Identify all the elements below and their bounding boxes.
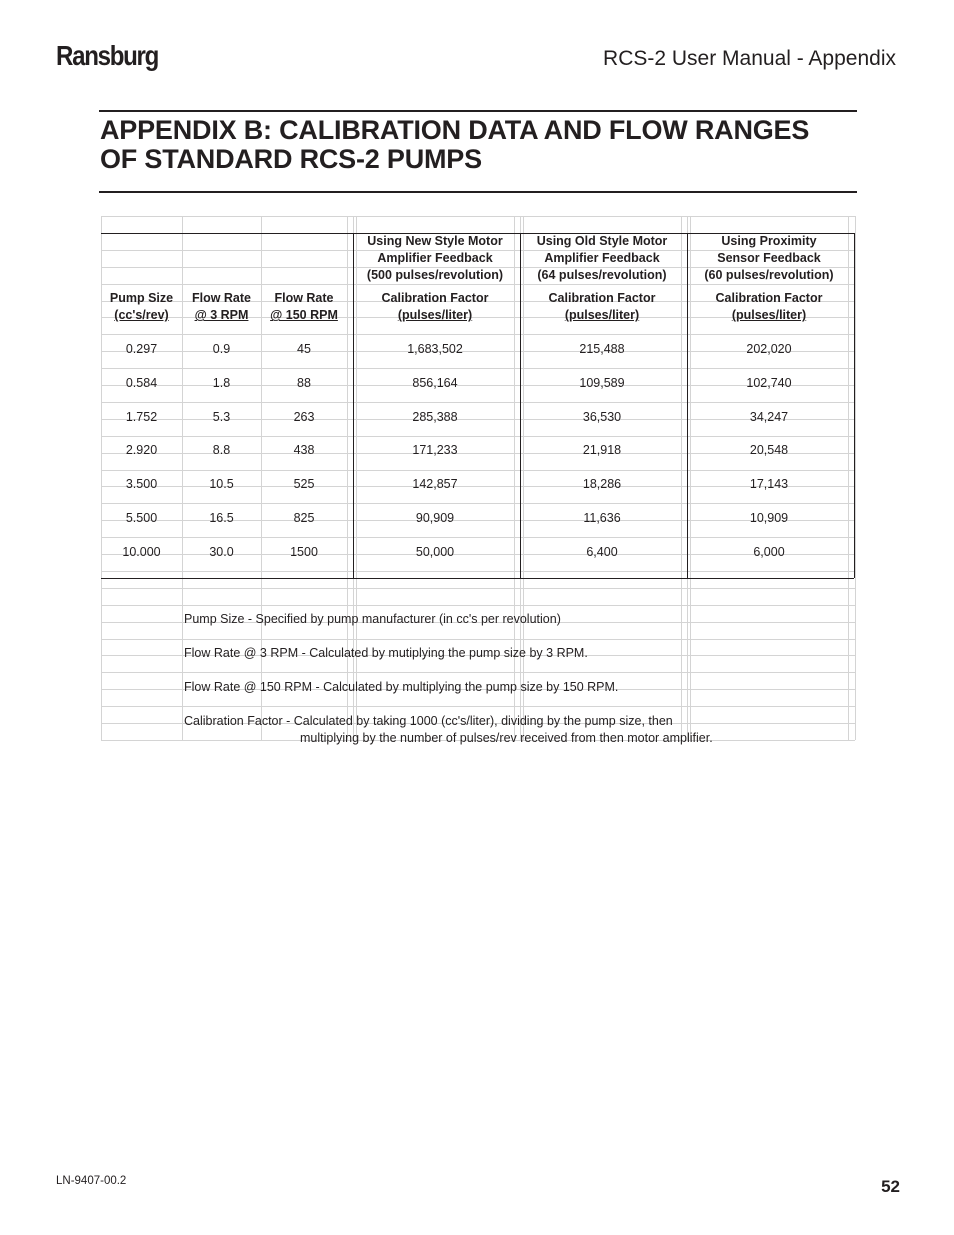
table-cell: 1,683,502 <box>407 342 463 357</box>
table-cell: 825 <box>293 511 315 526</box>
appendix-title-line1: APPENDIX B: CALIBRATION DATA AND FLOW RANGES <box>100 115 810 145</box>
group-header-line: Using Proximity <box>721 233 817 248</box>
footnote-text: multiplying by the number of pulses/rev received from then motor amplifier. <box>300 730 713 745</box>
column-header: Pump Size <box>109 291 174 306</box>
table-cell: 34,247 <box>749 409 789 424</box>
column-group-border <box>353 233 354 578</box>
table-cell: 45 <box>297 342 311 357</box>
footnote-text: Flow Rate @ 150 RPM - Calculated by multiplying the pump size by 150 RPM. <box>184 680 619 695</box>
column-header: Calibration Factor <box>548 291 656 306</box>
grid-row-line <box>101 639 855 640</box>
table-bottom-border <box>101 578 854 580</box>
column-header: Calibration Factor <box>381 291 489 306</box>
table-cell: 10.000 <box>122 544 161 559</box>
table-cell: 1.8 <box>212 375 231 390</box>
table-cell: 0.297 <box>125 342 158 357</box>
ransburg-logo: Ransburg <box>56 40 159 71</box>
group-header-line: Sensor Feedback <box>717 250 821 265</box>
table-cell: 10.5 <box>209 477 234 492</box>
table-cell: 142,857 <box>412 477 458 492</box>
table-cell: 2.920 <box>125 443 158 458</box>
grid-row-line <box>101 605 855 606</box>
table-cell: 6,000 <box>753 544 785 559</box>
column-header: Flow Rate <box>274 291 334 306</box>
grid-col-line <box>848 216 849 740</box>
group-header-line: (64 pulses/revolution) <box>537 267 667 282</box>
grid-row-line <box>101 368 855 369</box>
grid-row-line <box>101 216 855 217</box>
document-code: LN-9407-00.2 <box>56 1175 127 1187</box>
grid-row-line <box>101 402 855 403</box>
footnote-text: Flow Rate @ 3 RPM - Calculated by mutiplying the pump size by 3 RPM. <box>184 646 588 661</box>
grid-row-line <box>101 503 855 504</box>
table-cell: 11,636 <box>583 511 621 526</box>
table-cell: 1.752 <box>125 409 158 424</box>
table-cell: 285,388 <box>412 409 458 424</box>
footnote-text: Calibration Factor - Calculated by taking 1000 (cc's/liter), dividing by the pump size, then <box>184 713 673 728</box>
table-cell: 30.0 <box>209 544 234 559</box>
table-cell: 0.584 <box>125 375 158 390</box>
column-header-unit: (pulses/liter) <box>397 308 473 323</box>
column-group-border <box>854 233 855 578</box>
column-header-unit: (pulses/liter) <box>564 308 640 323</box>
grid-row-line <box>101 284 855 285</box>
column-header-unit: @ 3 RPM <box>194 308 249 323</box>
table-cell: 525 <box>293 477 315 492</box>
table-cell: 202,020 <box>746 342 792 357</box>
table-cell: 438 <box>293 443 315 458</box>
grid-row-line <box>101 334 855 335</box>
grid-row-line <box>101 672 855 673</box>
column-header-unit: (cc's/rev) <box>114 308 169 323</box>
group-header-line: Amplifier Feedback <box>544 250 660 265</box>
page-number: 52 <box>881 1177 900 1196</box>
table-cell: 5.500 <box>125 511 158 526</box>
table-cell: 21,918 <box>582 443 622 458</box>
column-header: Calibration Factor <box>715 291 823 306</box>
grid-row-line <box>101 537 855 538</box>
group-header-line: Using New Style Motor <box>367 233 503 248</box>
column-group-border <box>687 233 688 578</box>
group-header-line: Amplifier Feedback <box>377 250 493 265</box>
appendix-title-line2: OF STANDARD RCS-2 PUMPS <box>100 144 482 174</box>
column-header: Flow Rate <box>191 291 252 306</box>
grid-col-line <box>681 216 682 740</box>
group-header-line: Using Old Style Motor <box>536 233 668 248</box>
grid-row-line <box>101 706 855 707</box>
grid-row-line <box>101 470 855 471</box>
column-group-border <box>520 233 521 578</box>
manual-title: RCS-2 User Manual - Appendix <box>603 47 896 70</box>
table-cell: 263 <box>293 409 315 424</box>
table-cell: 3.500 <box>125 477 158 492</box>
footnote-text: Pump Size - Specified by pump manufacturer (in cc's per revolution) <box>184 612 561 627</box>
table-cell: 109,589 <box>579 375 625 390</box>
column-header-unit: (pulses/liter) <box>731 308 807 323</box>
table-cell: 8.8 <box>212 443 231 458</box>
group-header-line: (60 pulses/revolution) <box>704 267 834 282</box>
grid-row-line <box>101 571 855 572</box>
table-cell: 88 <box>297 375 311 390</box>
table-cell: 171,233 <box>412 443 458 458</box>
grid-row-line <box>101 436 855 437</box>
table-cell: 18,286 <box>582 477 622 492</box>
group-header-line: (500 pulses/revolution) <box>366 267 504 282</box>
table-cell: 6,400 <box>586 544 618 559</box>
table-cell: 102,740 <box>746 375 792 390</box>
table-cell: 90,909 <box>415 511 455 526</box>
table-cell: 36,530 <box>582 409 622 424</box>
table-cell: 10,909 <box>749 511 789 526</box>
grid-row-line <box>101 588 855 589</box>
table-cell: 0.9 <box>212 342 231 357</box>
column-header-unit: @ 150 RPM <box>270 308 338 323</box>
table-cell: 16.5 <box>209 511 234 526</box>
table-cell: 856,164 <box>412 375 458 390</box>
table-cell: 17,143 <box>749 477 789 492</box>
table-cell: 215,488 <box>579 342 625 357</box>
table-cell: 20,548 <box>749 443 789 458</box>
table-cell: 5.3 <box>212 409 231 424</box>
table-cell: 1500 <box>290 544 318 559</box>
table-cell: 50,000 <box>415 544 455 559</box>
